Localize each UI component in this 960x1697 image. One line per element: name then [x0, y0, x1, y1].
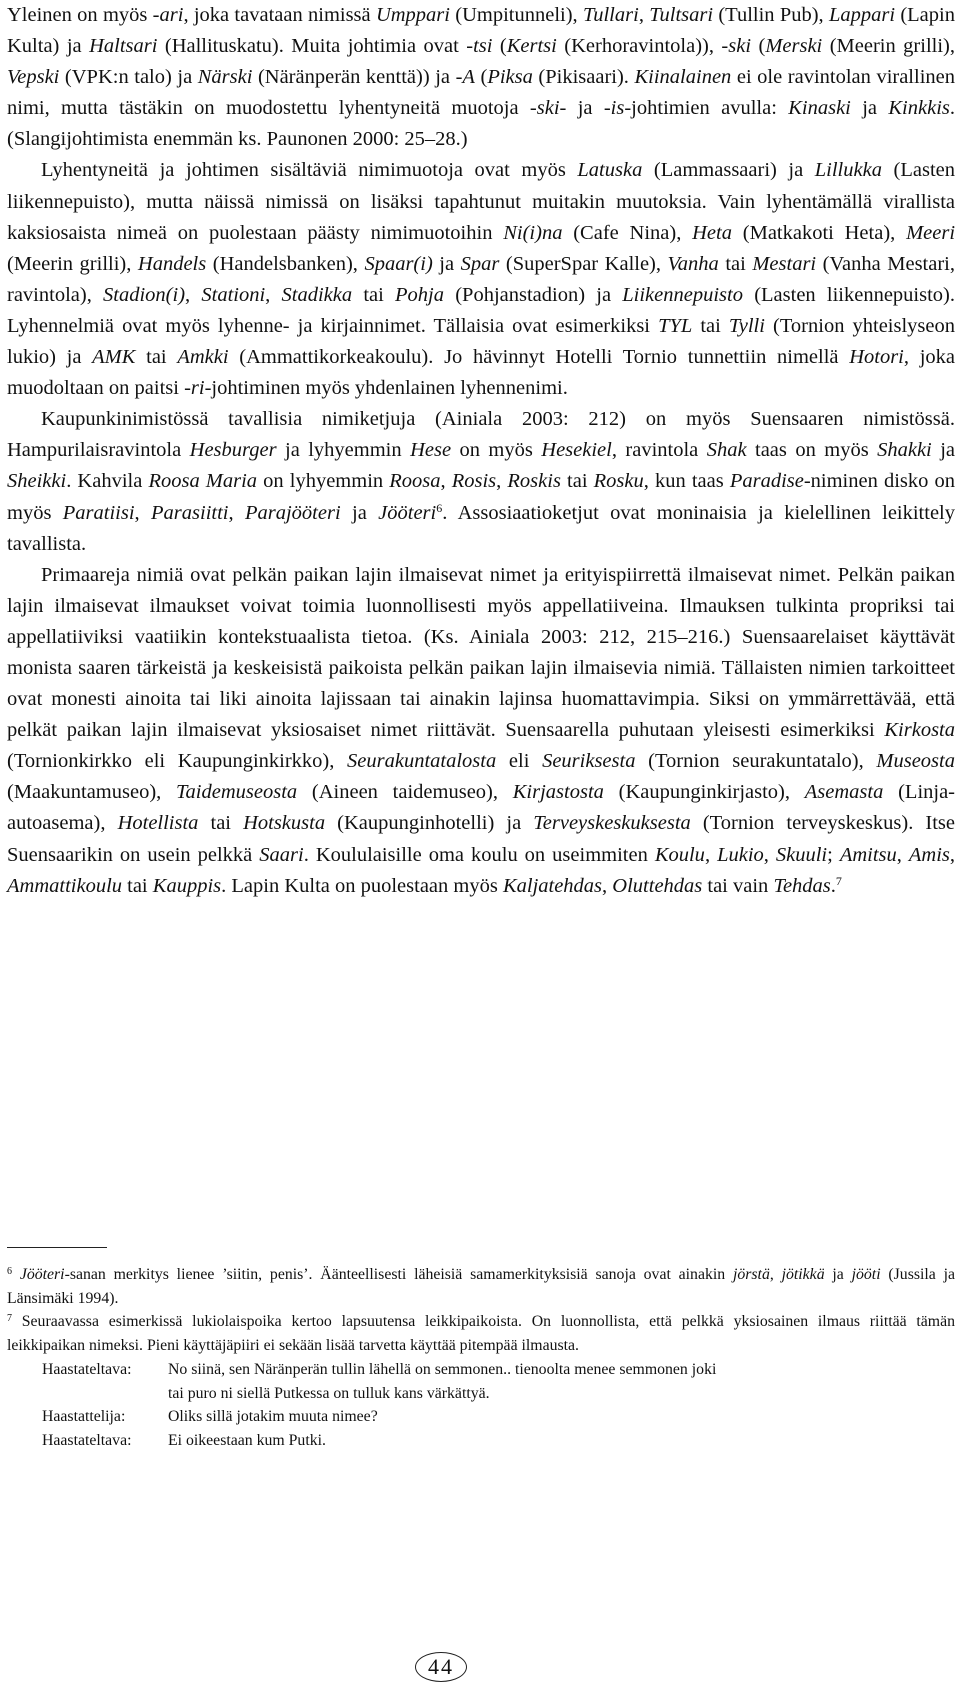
italic-term: Lillukka: [814, 159, 882, 182]
dialog-line: [7, 1405, 955, 1429]
italic-term: Kirjastosta: [512, 781, 604, 804]
paragraph-4: Primaareja nimiä ovat pelkän paikan lajin ilmaisevat nimet ja erityispiirrettä ilmaisevat nimet. Pelkän paikan lajin ilmaisevat ilmaukset voivat toimia luonnollisesti myös appellatiiveina. Ilmauksen tulkinta propriksi tai appellatiiviksi vaatiikin kontekstuaalista tietoa. (Ks. Ainiala 2003: 212, 215–216.) Suensaarelaiset käyttävät monista saaren tärkeistä ja keskeisistä paikoista pelkän paikan lajin ilmaisevia nimiä. Tällaisten nimien tarkoitteet ovat monesti ainoita tai liki ainoita lajissaan tai ainakin lajinsa huomattavimpia. Siksi on ymmärrettävää, että pelkät paikan lajin ilmaisevat yksiosaiset nimet riittävät. Suensaarella puhutaan yleisesti esimerkiksi Kirkosta (Tornionkirkko eli Kaupunginkirkko), Seurakuntatalosta eli Seuriksesta (Tornion seurakuntatalo), Museosta (Maakuntamuseo), Taidemuseosta (Aineen taidemuseo), Kirjastosta (Kaupunginkirjasto), Asemasta (Linja-autoasema), Hotellista tai Hotskusta (Kaupunginhotelli) ja Terveyskeskuksesta (Tornion terveyskeskus). Itse Suensaarikin on usein pelkkä Saari. Koululaisille oma koulu on useimmiten Koulu, Lukio, Skuuli; Amitsu, Amis, Ammattikoulu tai Kauppis. Lapin Kulta on puolestaan myös Kaljatehdas, Oluttehdas tai vain Tehdas.$^7$: [7, 563, 956, 897]
dialog-text: No siinä, sen Näränperän tullin lähellä on semmonen.. tienoolta menee semmonen joki: [168, 1360, 717, 1378]
italic-term: ski: [536, 97, 560, 120]
italic-term: Roosa Maria: [148, 470, 258, 493]
italic-term: Kirkosta: [884, 719, 955, 742]
italic-term: Latuska: [577, 159, 643, 182]
italic-term: Asemasta: [804, 781, 884, 804]
italic-term: Seurakuntatalosta: [347, 750, 497, 773]
italic-term: Shak: [706, 439, 747, 462]
footnote-marker: 7: [835, 873, 842, 888]
italic-term: Stadion(i): [103, 283, 186, 306]
italic-term: Amitsu: [839, 843, 897, 866]
dialog-speaker: Haastateltava:: [42, 1360, 132, 1378]
italic-term: Stadikka: [281, 283, 353, 306]
italic-term: Taidemuseosta: [176, 781, 298, 804]
italic-term: Koulu: [654, 843, 705, 866]
dialog-text: Ei oikeestaan kum Putki.: [168, 1431, 326, 1449]
italic-term: Kaljatehdas: [502, 874, 603, 897]
document-body: [7, 0, 955, 902]
italic-term: Hotskusta: [243, 812, 326, 835]
italic-term: Rosis: [451, 470, 497, 493]
italic-term: Roskis: [507, 470, 561, 493]
italic-term: Parajööteri: [244, 501, 341, 524]
italic-term: Hese: [410, 439, 452, 462]
italic-term: Terveyskeskuksesta: [533, 812, 691, 835]
italic-term: Roosa: [389, 470, 441, 493]
dialog-line: [7, 1429, 955, 1453]
italic-term: Liikennepuisto: [622, 283, 743, 306]
dialog-speaker: Haastattelija:: [42, 1408, 126, 1426]
italic-term: ri: [190, 377, 205, 400]
italic-term: TYL: [658, 314, 693, 337]
italic-term: Skuuli: [775, 843, 828, 866]
italic-term: Tehdas: [773, 874, 831, 897]
italic-term: Paradise: [729, 470, 804, 493]
italic-term: Lukio: [717, 843, 764, 866]
italic-term: Tultsari: [649, 4, 714, 26]
italic-term: Museosta: [876, 750, 955, 773]
italic-term: Oluttehdas: [612, 874, 703, 897]
italic-term: ari: [159, 4, 184, 26]
italic-term: Tylli: [728, 314, 765, 337]
paragraph-2: Lyhentyneitä ja johtimen sisältäviä nimimuotoja ovat myös Latuska (Lammassaari) ja Lillukka (Lasten liikennepuisto), mutta näissä nimissä on lisäksi tapahtunut muitakin muutoksia. Vain lyhentämällä virallista kaksiosaista nimeä on puolestaan päästy nimimuotoihin Ni(i)na (Cafe Nina), Heta (Matkakoti Heta), Meeri (Meerin grilli), Handels (Handelsbanken), Spaar(i) ja Spar (SuperSpar Kalle), Vanha tai Mestari (Vanha Mestari, ravintola), Stadion(i), Stationi, Stadikka tai Pohja (Pohjanstadion) ja Liikennepuisto (Lasten liikennepuisto). Lyhennelmiä ovat myös lyhenne- ja kirjainnimet. Tällaisia ovat esimerkiksi TYL tai Tylli (Tornion yhteislyseon lukio) ja AMK tai Amkki (Ammattikorkeakoulu). Jo hävinnyt Hotelli Tornio tunnettiin nimellä Hotori, joka muodoltaan on paitsi -ri-johtiminen myös yhdenlainen lyhennenimi.: [7, 159, 956, 400]
italic-term: Kauppis: [152, 874, 222, 897]
italic-term: Mestari: [752, 252, 817, 275]
italic-term: Ammattikoulu: [7, 874, 123, 897]
italic-term: jörstä: [732, 1266, 770, 1283]
italic-term: Merski: [765, 35, 823, 58]
italic-term: Jööteri: [19, 1266, 65, 1283]
italic-term: Jööteri: [378, 501, 437, 524]
italic-term: Kertsi: [506, 35, 557, 58]
italic-term: Kiinalainen: [634, 66, 732, 89]
dialog-text-continued: tai puro ni siellä Putkessa on tulluk kans värkättyä.: [168, 1384, 490, 1402]
italic-term: Rosku: [593, 470, 644, 493]
italic-term: Kinaski: [788, 97, 851, 120]
italic-term: ski: [728, 35, 752, 58]
paragraph-1: Yleinen on myös -ari, joka tavataan nimissä Umppari (Umpitunneli), Tullari, Tultsari (Tullin Pub), Lappari (Lapin Kulta) ja Haltsari (Hallituskatu). Muita johtimia ovat -tsi (Kertsi (Kerhoravintola)), -ski (Merski (Meerin grilli), Vepski (VPK:n talo) ja Närski (Näränperän kenttä)) ja -A (Piksa (Pikisaari). Kiinalainen ei ole ravintolan virallinen nimi, mutta tästäkin on muodostettu lyhentyneitä muotoja -ski- ja -is-johtimien avulla: Kinaski ja Kinkkis. (Slangijohtimista enemmän ks. Paunonen 2000: 25–28.): [7, 4, 955, 151]
italic-term: Shakki: [877, 439, 932, 462]
interview-excerpt: [7, 1358, 955, 1453]
footnote-marker: 7: [7, 1313, 12, 1325]
footnote-6: $^6$ Jööteri-sanan merkitys lienee ’siitin, penis’. Äänteellisesti läheisiä samamerkityksisiä sanoja ovat ainakin jörstä, jötikkä ja jööti (Jussila ja Länsimäki 1994).: [7, 1266, 955, 1307]
italic-term: Meeri: [906, 221, 956, 244]
footnote-7: $^7$ Seuraavassa esimerkissä lukiolaispoika kertoo lapsuutensa leikkipaikoista. On luonnollista, että pelkkä yksiosainen ilmaus riittää tämän leikkipaikan nimeksi. Pieni käyttäjäpiiri ei sekään lisää tarvetta käyttää pitempää ilmausta.: [7, 1313, 955, 1355]
italic-term: Vanha: [667, 252, 719, 275]
italic-term: Hesburger: [189, 439, 277, 462]
italic-term: Sheikki: [7, 470, 67, 493]
italic-term: Heta: [692, 221, 732, 244]
italic-term: Haltsari: [89, 35, 158, 58]
italic-term: jötikkä: [781, 1266, 825, 1283]
dialog-text: Oliks sillä jotakim muuta nimee?: [168, 1408, 378, 1426]
italic-term: Pohja: [395, 283, 444, 306]
dialog-speaker: Haastateltava:: [42, 1431, 132, 1449]
italic-term: Stationi: [201, 283, 266, 306]
italic-term: jööti: [851, 1266, 881, 1283]
italic-term: Hotori: [849, 346, 904, 369]
italic-term: Kinkkis: [888, 97, 950, 120]
italic-term: Hotellista: [117, 812, 199, 835]
italic-term: Amis: [908, 843, 950, 866]
italic-term: Handels: [137, 252, 207, 275]
italic-term: Piksa: [487, 66, 533, 89]
italic-term: Seuriksesta: [542, 750, 636, 773]
italic-term: Spar: [460, 252, 500, 275]
italic-term: AMK: [92, 346, 136, 369]
page-number: 44: [428, 1654, 454, 1679]
dialog-line: [7, 1358, 955, 1382]
footnote-marker: 6: [7, 1266, 12, 1277]
italic-term: A: [462, 66, 475, 89]
italic-term: is: [610, 97, 625, 120]
italic-term: Vepski: [7, 66, 60, 89]
page-number-badge: [415, 1652, 467, 1682]
italic-term: Parasiitti: [151, 501, 229, 524]
italic-term: Ni(i)na: [503, 221, 563, 244]
italic-term: Spaar(i): [364, 252, 433, 275]
italic-term: Hesekiel: [541, 439, 612, 462]
paragraph-3: Kaupunkinimistössä tavallisia nimiketjuja (Ainiala 2003: 212) on myös Suensaaren nimistössä. Hampurilaisravintola Hesburger ja lyhyemmin Hese on myös Hesekiel, ravintola Shak taas on myös Shakki ja Sheikki. Kahvila Roosa Maria on lyhyemmin Roosa, Rosis, Roskis tai Rosku, kun taas Paradise-niminen disko on myös Paratiisi, Parasiitti, Parajööteri ja Jööteri$^6$. Assosiaatioketjut ovat moninaisia ja kielellinen leikittely tavallista.: [7, 408, 955, 555]
footnotes: [7, 1263, 955, 1453]
italic-term: Umppari: [375, 4, 450, 26]
italic-term: Saari: [259, 843, 304, 866]
footnote-marker: 6: [436, 500, 443, 515]
italic-term: Paratiisi: [62, 501, 135, 524]
italic-term: Lappari: [828, 4, 896, 26]
italic-term: tsi: [473, 35, 493, 58]
italic-term: Amkki: [177, 346, 229, 369]
footnote-separator: [7, 1247, 107, 1248]
italic-term: Närski: [197, 66, 253, 89]
italic-term: Tullari: [582, 4, 639, 26]
